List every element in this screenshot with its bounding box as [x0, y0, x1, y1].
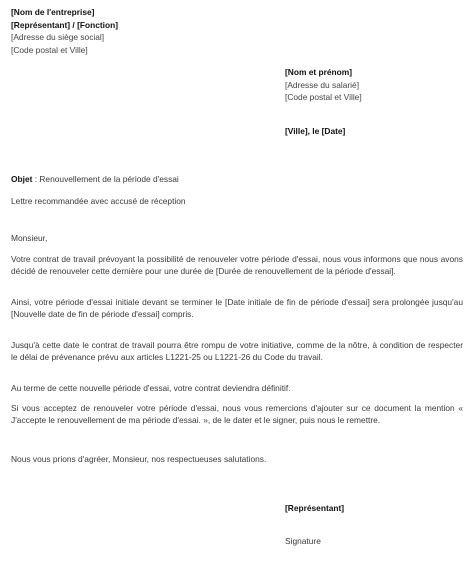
paragraph-termination-conditions: Jusqu'à cette date le contrat de travail pourra être rompu de votre initiative, comme de la nôtre, à condition de respecter le délai de prévenance prévu aux articles L1221-25 ou L1221-26 du Code du travail. [11, 340, 463, 363]
sender-postal-city: [Code postal et Ville] [11, 44, 88, 55]
sender-company: [Nom de l'entreprise] [11, 7, 95, 17]
sender-address: [Adresse du siège social] [11, 32, 105, 43]
recipient-address: [Adresse du salarié] [285, 79, 360, 90]
sender-representative: [Représentant] / [Fonction] [11, 19, 119, 30]
delivery-mode: Lettre recommandée avec accusé de réception [11, 196, 186, 206]
signature-role: [Représentant] [285, 503, 345, 513]
paragraph-closing: Nous vous prions d'agréer, Monsieur, nos respectueuses salutations. [11, 454, 267, 464]
salutation: Monsieur, [11, 233, 48, 243]
paragraph-acceptance-request: Si vous acceptez de renouveler votre période d'essai, nous vous remercions d'ajouter sur ce document la mention « J'accepte le renouvellement de ma période d'essai. », de le dater et le signer, puis nous le remettre. [11, 403, 463, 426]
place-date-line: [Ville], le [Date] [285, 126, 346, 136]
subject-text: : Renouvellement de la période d'essai [32, 174, 179, 184]
subject-line [11, 174, 179, 184]
recipient-block [285, 66, 362, 104]
recipient-postal-city: [Code postal et Ville] [285, 92, 362, 103]
signature-label: Signature [285, 536, 321, 546]
paragraph-contract-final: Au terme de cette nouvelle période d'essai, votre contrat deviendra définitif. [11, 383, 291, 393]
recipient-name: [Nom et prénom] [285, 67, 352, 77]
subject-label: Objet [11, 174, 33, 184]
paragraph-extension-dates: Ainsi, votre période d'essai initiale devant se terminer le [Date initiale de fin de période d'essai] sera prolongée jusqu'au [Nouvelle date de fin de période d'essai] compris. [11, 297, 463, 320]
sender-block [11, 6, 118, 56]
paragraph-renewal-notice: Votre contrat de travail prévoyant la possibilité de renouveler votre période d'essai, nous vous informons que nous avons décidé de renouveler cette dernière pour une durée de [Durée de renouvellement de la période d'essai]. [11, 254, 463, 277]
